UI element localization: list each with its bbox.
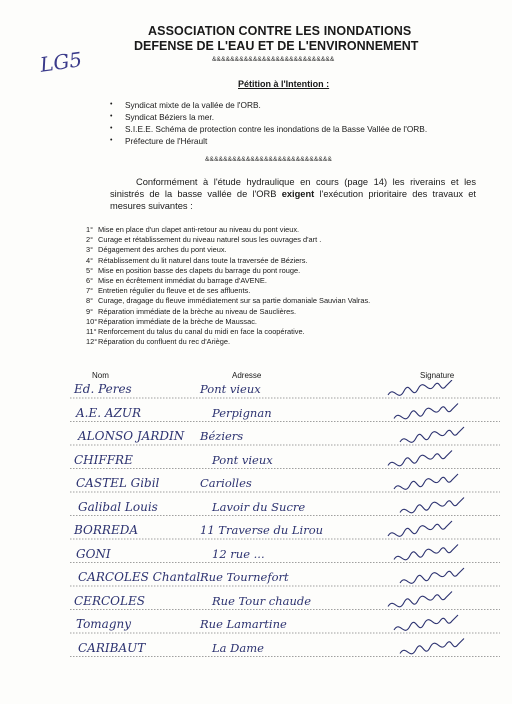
column-header-name: Nom bbox=[92, 371, 109, 380]
demand-item: 2° Curage et rétablissement du niveau naturel sous les ouvrages d'art . bbox=[86, 235, 322, 245]
signatory-name: Tomagny bbox=[76, 617, 132, 631]
demand-item: 6° Mise en écrêtement immédiat du barrage d'AVENE. bbox=[86, 276, 267, 286]
signature-scribble bbox=[388, 451, 452, 466]
demand-item: 4° Rétablissement du lit naturel dans toute la traversée de Béziers. bbox=[86, 255, 308, 265]
signature-table bbox=[60, 380, 500, 680]
signatory-name: CERCOLES bbox=[74, 593, 145, 608]
association-title-line2: DEFENSE DE L'EAU ET DE L'ENVIRONNEMENT bbox=[134, 39, 419, 53]
recipient-item: • Syndicat Béziers la mer. bbox=[110, 111, 427, 123]
signatory-name: CASTEL Gibil bbox=[76, 476, 160, 490]
signature-scribble bbox=[388, 380, 452, 395]
demands-list bbox=[86, 225, 370, 347]
signatory-address: 12 rue ... bbox=[212, 546, 265, 561]
petition-subject: Pétition à l'Intention : bbox=[238, 79, 330, 89]
signatory-address: Perpignan bbox=[212, 405, 272, 420]
demand-item: 12°Réparation du confluent du rec d'Ariège. bbox=[86, 337, 231, 347]
recipient-item: • Préfecture de l'Hérault bbox=[110, 135, 427, 147]
demand-item: 1° Mise en place d'un clapet anti-retour au niveau du pont vieux. bbox=[86, 225, 300, 234]
intro-paragraph bbox=[110, 176, 476, 212]
separator-line: &&&&&&&&&&&&&&&&&&&&&&&&&&&& bbox=[205, 156, 332, 163]
signatory-name: CARCOLES Chantal bbox=[78, 570, 201, 584]
signatory-address: Rue Tour chaude bbox=[212, 593, 312, 608]
signatory-name: BORREDA bbox=[74, 523, 138, 537]
signature-scribble bbox=[400, 639, 464, 654]
signatory-name: Ed. Peres bbox=[74, 382, 132, 396]
intro-text-end: l'exécution prioritaire des travaux et mesures suivantes : bbox=[110, 189, 476, 211]
signatory-name: CHIFFRE bbox=[74, 452, 133, 467]
signatory-name: CARIBAUT bbox=[78, 640, 146, 655]
demand-item: 7° Entretien régulier du fleuve et de ses affluents. bbox=[86, 286, 251, 296]
signatory-name: GONI bbox=[76, 546, 111, 561]
signatory-address: La Dame bbox=[212, 640, 264, 655]
demand-item: 11°Renforcement du talus du canal du midi en face la coopérative. bbox=[86, 327, 305, 337]
signatory-address: 11 Traverse du Lirou bbox=[200, 523, 324, 537]
signatory-address: Cariolles bbox=[200, 476, 252, 490]
demand-item: 8° Curage, dragage du fleuve immédiatement sur sa partie domaniale Sauvian Valras. bbox=[86, 296, 371, 306]
signature-scribble bbox=[400, 427, 464, 442]
signatory-address: Béziers bbox=[200, 429, 244, 443]
signature-scribble bbox=[400, 498, 464, 513]
signatory-address: Pont vieux bbox=[212, 452, 273, 467]
signatory-name: Galibal Louis bbox=[78, 499, 158, 514]
recipient-list bbox=[110, 99, 427, 147]
signatory-address: Pont vieux bbox=[200, 382, 261, 396]
intro-text: Conformément à l'étude hydraulique en cours (page 14) les riverains et les sinistrés de la basse vallée de l'ORB bbox=[110, 177, 476, 199]
signature-scribble bbox=[388, 521, 452, 536]
demand-item: 5° Mise en position basse des clapets du barrage du pont rouge. bbox=[86, 265, 301, 275]
signature-scribble bbox=[394, 545, 458, 560]
signature-scribble bbox=[388, 592, 452, 607]
signatory-name: ALONSO JARDIN bbox=[78, 429, 185, 443]
column-header-signature: Signature bbox=[420, 371, 455, 380]
signature-scribble bbox=[394, 615, 458, 630]
intro-bold-word: exigent bbox=[281, 189, 315, 199]
signature-scribble bbox=[394, 404, 458, 419]
signatory-address: Rue Tournefort bbox=[200, 570, 289, 584]
recipient-item: • Syndicat mixte de la vallée de l'ORB. bbox=[110, 99, 427, 111]
signatory-name: A.E. AZUR bbox=[76, 405, 142, 420]
separator-line: &&&&&&&&&&&&&&&&&&&&&&&&&&& bbox=[212, 56, 335, 63]
demand-item: 9° Réparation immédiate de la brèche au niveau de Sauclières. bbox=[86, 306, 297, 316]
demand-item: 3° Dégagement des arches du pont vieux. bbox=[86, 245, 227, 255]
association-title-line1: ASSOCIATION CONTRE LES INONDATIONS bbox=[148, 24, 412, 38]
signatory-address: Rue Lamartine bbox=[200, 617, 287, 631]
signature-scribble bbox=[394, 474, 458, 489]
column-header-address: Adresse bbox=[232, 371, 262, 380]
recipient-item: • S.I.E.E. Schéma de protection contre les inondations de la Basse Vallée de l'ORB. bbox=[110, 123, 427, 135]
demand-item: 10°Réparation immédiate de la brèche de Maussac. bbox=[86, 316, 257, 326]
signatory-address: Lavoir du Sucre bbox=[212, 499, 306, 514]
margin-note: LG5 bbox=[38, 47, 84, 77]
signature-scribble bbox=[400, 568, 464, 583]
